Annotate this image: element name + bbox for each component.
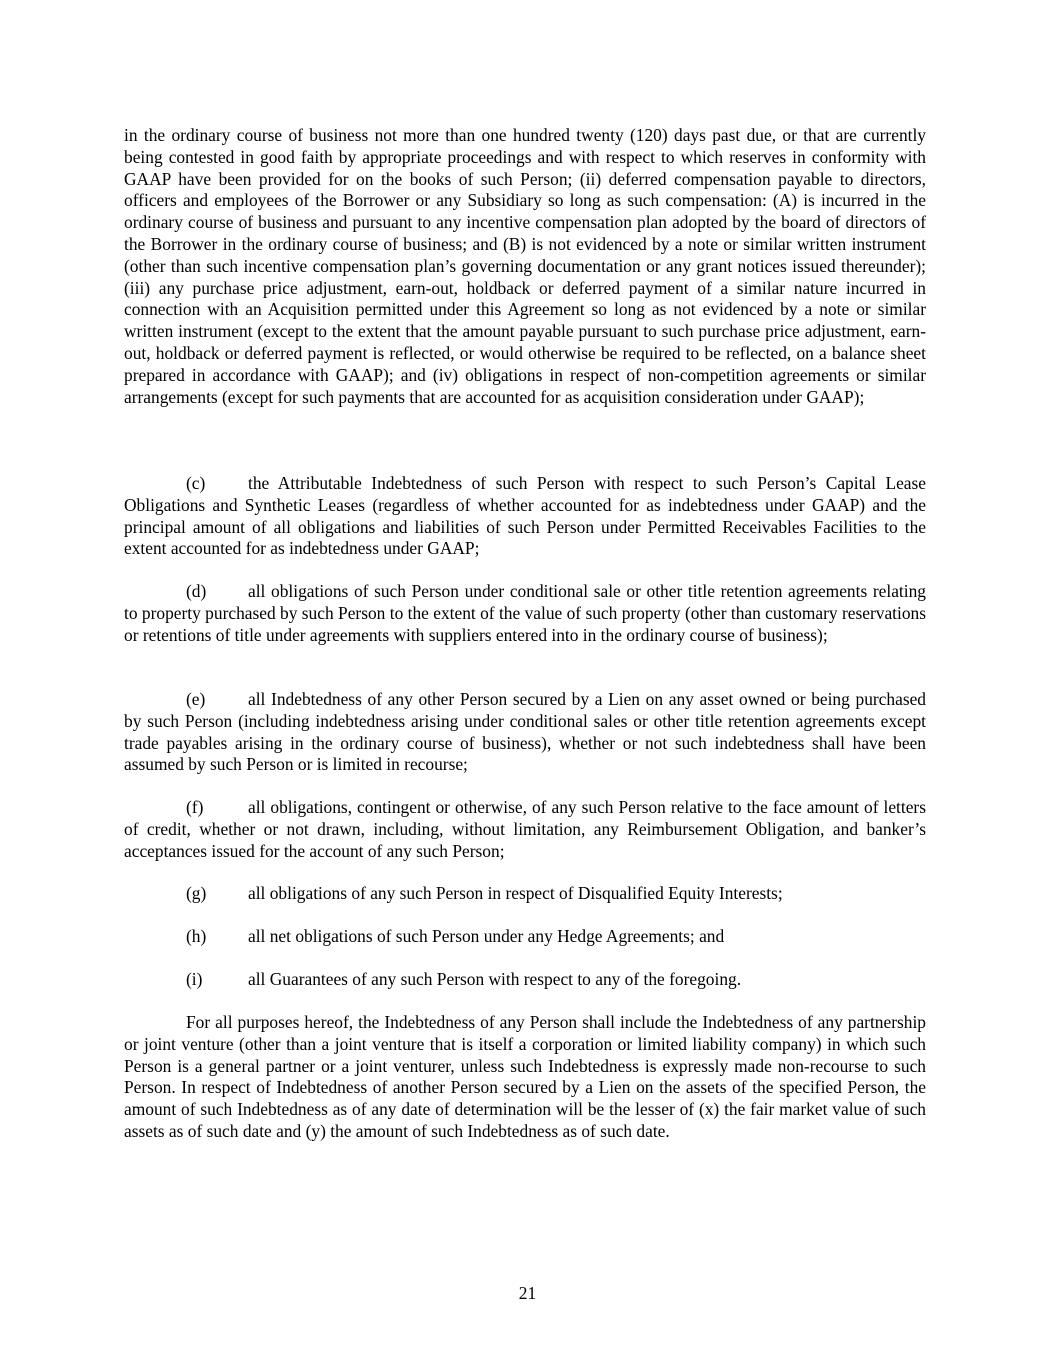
clause-g-label: (g)	[186, 883, 207, 903]
clause-f-text: all obligations, contingent or otherwise, of any such Person relative to the face amount of letters of credit, whether or not drawn, including, without limitation, any Reimbursement Obligation, and banker’s acceptances issued for the account of any such Person;	[124, 797, 926, 861]
continuation-paragraph	[124, 125, 926, 408]
clause-c-text: the Attributable Indebtedness of such Person with respect to such Person’s Capital Lease Obligations and Synthetic Leases (regardless of whether accounted for as indebtedness under GAAP) and the principal amount of all obligations and liabilities of such Person under Permitted Receivables Facilities to the extent accounted for as indebtedness under GAAP;	[124, 473, 926, 559]
clause-e-label: (e)	[186, 689, 206, 709]
closing-paragraph	[124, 1012, 926, 1143]
clause-h-text: all net obligations of such Person under any Hedge Agreements; and	[248, 926, 725, 946]
clause-e-text: all Indebtedness of any other Person secured by a Lien on any asset owned or being purchased by such Person (including indebtedness arising under conditional sales or other title retention agreements except trade payables arising in the ordinary course of business), whether or not such indebtedness shall have been assumed by such Person or is limited in recourse;	[124, 689, 926, 775]
clause-c-label: (c)	[186, 473, 206, 493]
clause-i-text: all Guarantees of any such Person with respect to any of the foregoing.	[248, 969, 742, 989]
clause-d	[124, 581, 926, 646]
clause-d-label: (d)	[186, 581, 207, 601]
clause-h-label: (h)	[186, 926, 207, 946]
closing-paragraph-text: For all purposes hereof, the Indebtedness of any Person shall include the Indebtedness of any partnership or joint venture (other than a joint venture that is itself a corporation or limited liability company) in which such Person is a general partner or a joint venturer, unless such Indebtedness is expressly made non-recourse to such Person. In respect of Indebtedness of another Person secured by a Lien on the assets of the specified Person, the amount of such Indebtedness as of any date of determination will be the lesser of (x) the fair market value of such assets as of such date and (y) the amount of such Indebtedness as of such date.	[124, 1012, 926, 1141]
page-number: 21	[518, 1283, 537, 1303]
clause-g-text: all obligations of any such Person in respect of Disqualified Equity Interests;	[248, 883, 783, 903]
clause-d-text: all obligations of such Person under conditional sale or other title retention agreements relating to property purchased by such Person to the extent of the value of such property (other than customary reservations or retentions of title under agreements with suppliers entered into in the ordinary course of business);	[124, 581, 926, 645]
clause-i	[124, 969, 926, 991]
clause-f-label: (f)	[186, 797, 204, 817]
clause-f	[124, 797, 926, 862]
clause-g	[124, 883, 926, 905]
clause-e	[124, 689, 926, 776]
clause-h	[124, 926, 926, 948]
clause-c	[124, 473, 926, 560]
clause-i-label: (i)	[186, 969, 203, 989]
continuation-text: in the ordinary course of business not more than one hundred twenty (120) days past due, or that are currently being contested in good faith by appropriate proceedings and with respect to which reserves in conformity with GAAP have been provided for on the books of such Person; (ii) deferred compensation payable to directors, officers and employees of the Borrower or any Subsidiary so long as such compensation: (A) is incurred in the ordinary course of business and pursuant to any incentive compensation plan adopted by the board of directors of the Borrower in the ordinary course of business; and (B) is not evidenced by a note or similar written instrument (other than such incentive compensation plan’s governing documentation or any grant notices issued thereunder); (iii) any purchase price adjustment, earn-out, holdback or deferred payment of a similar nature incurred in connection with an Acquisition permitted under this Agreement so long as not evidenced by a note or similar written instrument (except to the extent that the amount payable pursuant to such purchase price adjustment, earn-out, holdback or deferred payment is reflected, or would otherwise be required to be reflected, on a balance sheet prepared in accordance with GAAP); and (iv) obligations in respect of non-competition agreements or similar arrangements (except for such payments that are accounted for as acquisition consideration under GAAP);	[124, 125, 926, 407]
